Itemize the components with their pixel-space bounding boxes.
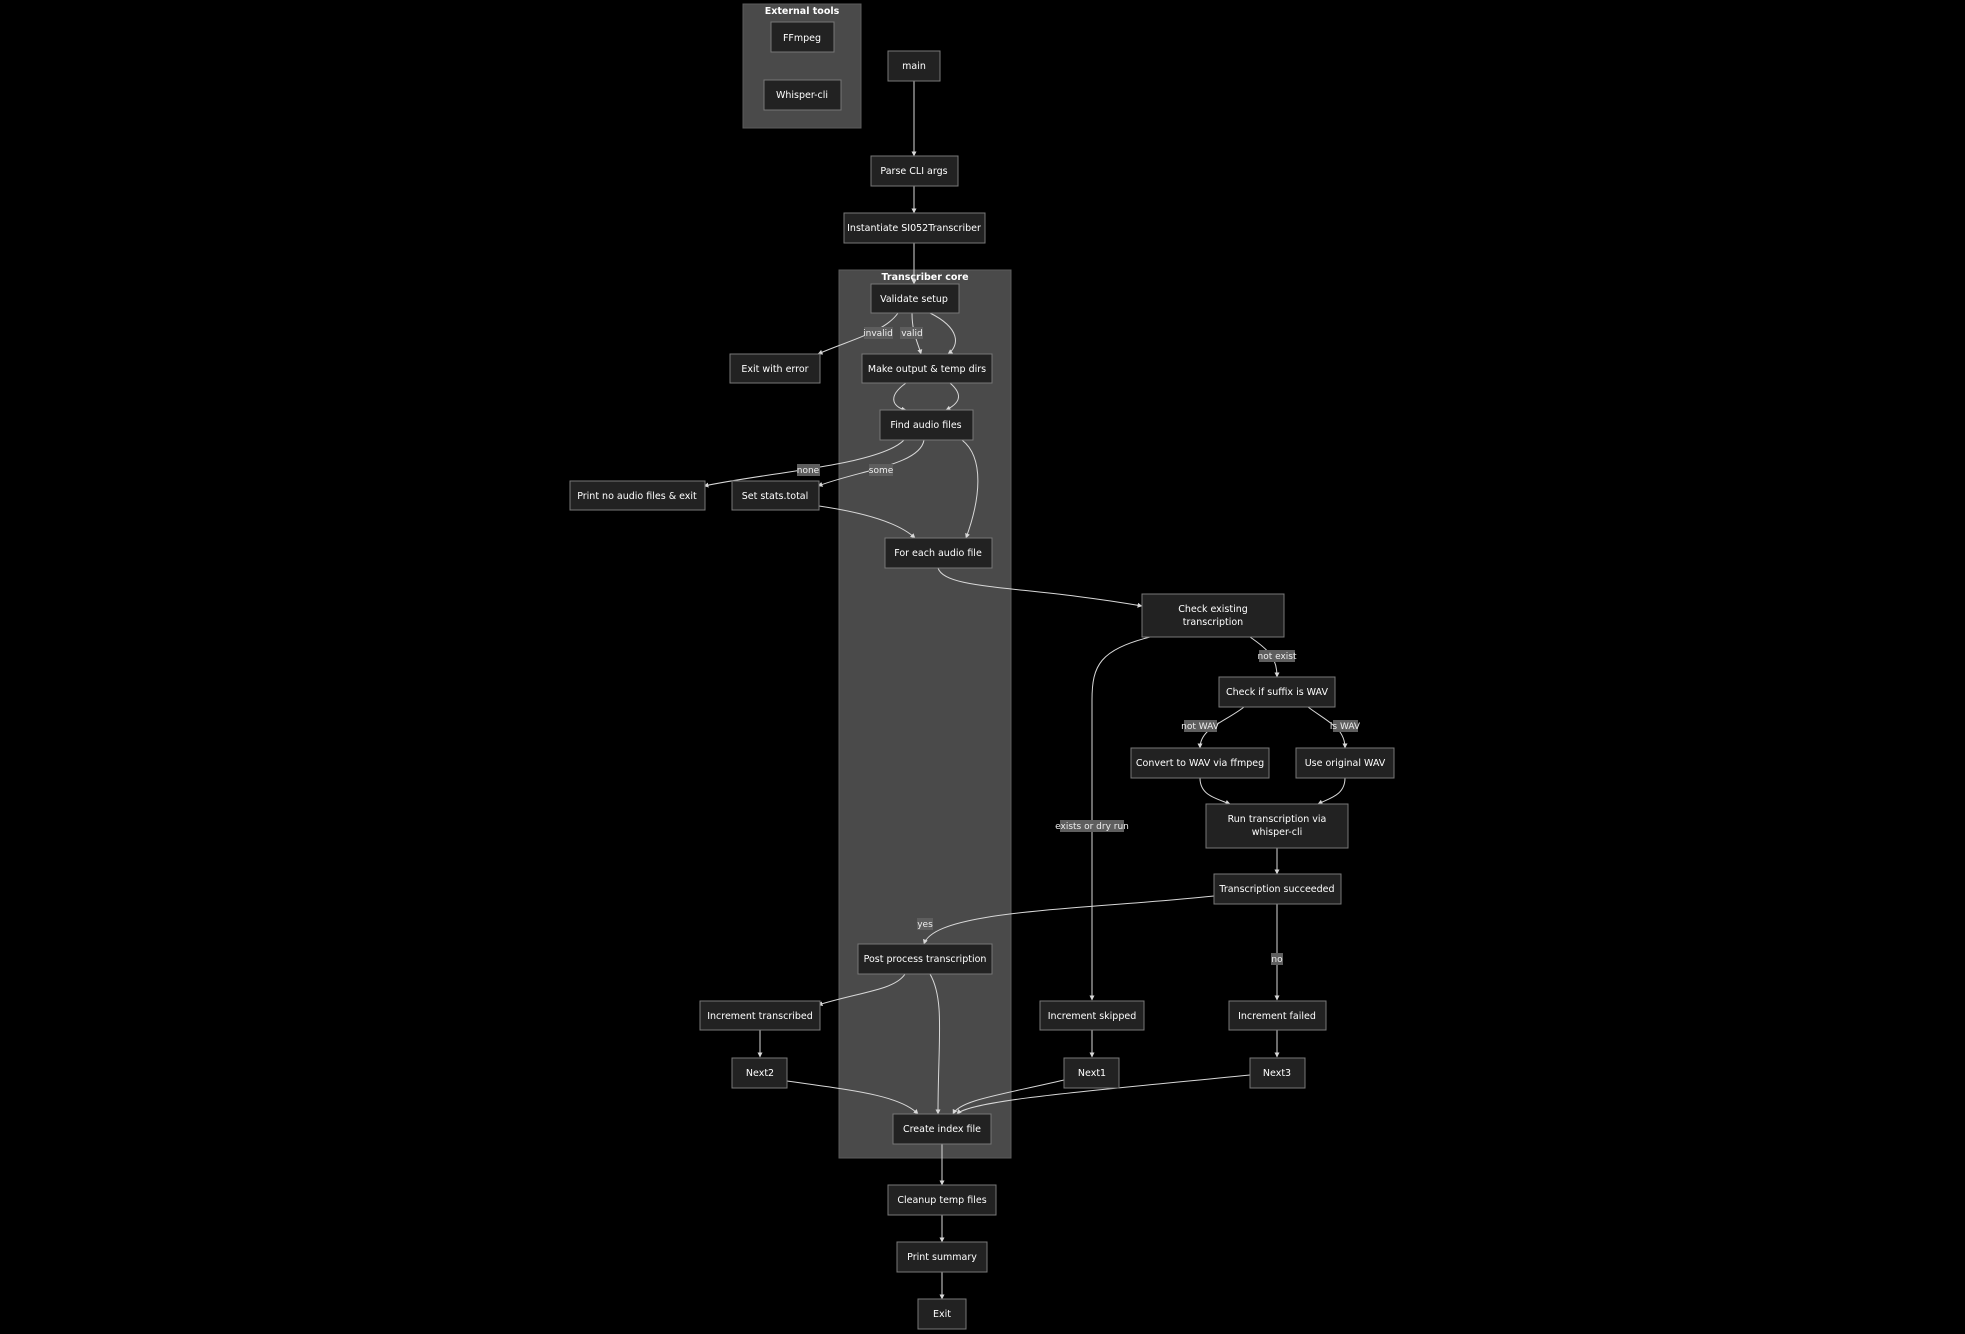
- edge-label-exists-or-dry-run-text: exists or dry run: [1055, 822, 1129, 832]
- node-next1: [1064, 1058, 1119, 1088]
- node-use-original-wav-label: Use original WAV: [1304, 758, 1386, 769]
- node-increment-transcribed: [700, 1001, 820, 1030]
- node-print-no-audio-label: Print no audio files & exit: [577, 491, 697, 502]
- node-whisper-cli: [764, 80, 841, 110]
- node-set-stats-total-label: Set stats.total: [741, 491, 809, 502]
- node-next3-label: Next3: [1262, 1068, 1292, 1079]
- edge-label-not-wav-text: not WAV: [1181, 722, 1219, 732]
- node-main-label: main: [902, 61, 926, 72]
- node-instantiate-label: Instantiate SI052Transcriber: [847, 223, 981, 234]
- edge-convert-run: [1200, 778, 1230, 804]
- node-increment-failed: [1229, 1001, 1326, 1030]
- edge-label-some: [869, 464, 894, 476]
- edge-label-not-exist: [1257, 650, 1296, 662]
- node-post-process-label: Post process transcription: [863, 954, 987, 965]
- edge-label-yes: [917, 918, 933, 930]
- node-ffmpeg: [771, 22, 834, 52]
- node-for-each-audio: [885, 538, 992, 568]
- node-next3: [1250, 1058, 1305, 1088]
- node-whisper-cli-label: Whisper-cli: [775, 90, 829, 101]
- node-next2: [732, 1058, 787, 1088]
- cluster-transcriber-core-title: Transcriber core: [881, 272, 969, 283]
- node-check-existing: [1142, 594, 1284, 637]
- node-check-existing-label-line1: Check existing: [1178, 604, 1248, 615]
- node-increment-failed-label: Increment failed: [1238, 1011, 1316, 1022]
- edge-label-invalid: [863, 327, 893, 339]
- node-validate-setup: [871, 284, 959, 313]
- node-exit-with-error-label: Exit with error: [741, 364, 809, 375]
- node-print-summary: [897, 1242, 987, 1272]
- node-create-index-file: [893, 1114, 991, 1144]
- edge-label-none: [797, 464, 820, 476]
- node-run-transcription: [1206, 804, 1348, 848]
- edge-use-original-run: [1318, 778, 1345, 804]
- node-find-audio-files: [880, 410, 973, 440]
- node-print-no-audio: [570, 481, 705, 510]
- edge-label-exists-or-dry-run: [1055, 820, 1129, 832]
- edge-label-is-wav-text: is WAV: [1329, 722, 1361, 732]
- node-transcription-succeeded: [1214, 874, 1341, 904]
- node-make-dirs: [862, 354, 992, 383]
- node-convert-wav: [1131, 748, 1269, 778]
- node-create-index-file-label: Create index file: [902, 1124, 982, 1135]
- node-transcription-succeeded-label: Transcription succeeded: [1219, 884, 1335, 895]
- edge-label-is-wav: [1330, 720, 1361, 732]
- node-make-dirs-label: Make output & temp dirs: [867, 364, 987, 375]
- node-exit-with-error: [730, 354, 820, 383]
- node-validate-setup-label: Validate setup: [880, 294, 948, 305]
- node-print-summary-label: Print summary: [907, 1252, 977, 1263]
- node-exit: [918, 1299, 966, 1329]
- node-next2-label: Next2: [745, 1068, 775, 1079]
- node-for-each-audio-label: For each audio file: [894, 548, 982, 559]
- node-post-process: [858, 944, 992, 974]
- node-use-original-wav: [1296, 748, 1394, 778]
- node-increment-transcribed-label: Increment transcribed: [707, 1011, 813, 1022]
- node-convert-wav-label: Convert to WAV via ffmpeg: [1135, 758, 1265, 769]
- node-ffmpeg-label: FFmpeg: [782, 33, 822, 44]
- edge-label-not-wav: [1181, 720, 1220, 732]
- node-parse-cli-args-label: Parse CLI args: [880, 166, 948, 177]
- node-next1-label: Next1: [1077, 1068, 1107, 1079]
- node-main: [888, 51, 940, 81]
- node-increment-skipped: [1040, 1001, 1144, 1030]
- node-check-suffix: [1219, 677, 1335, 707]
- node-increment-skipped-label: Increment skipped: [1047, 1011, 1137, 1022]
- edge-label-yes-text: yes: [917, 920, 933, 930]
- node-instantiate: [844, 213, 985, 243]
- node-run-transcription-label-line2: whisper-cli: [1251, 827, 1303, 838]
- edge-label-valid: [900, 327, 923, 339]
- node-set-stats-total: [732, 481, 819, 510]
- edge-label-none-text: none: [796, 466, 820, 476]
- edge-check-existing-inc-skipped: [1092, 637, 1150, 1000]
- edge-label-invalid-text: invalid: [863, 329, 893, 339]
- node-check-existing-label-line2: transcription: [1182, 617, 1244, 628]
- node-check-suffix-label: Check if suffix is WAV: [1226, 687, 1328, 698]
- node-cleanup-temp-files: [888, 1185, 996, 1215]
- node-parse-cli-args: [871, 156, 958, 186]
- node-cleanup-temp-files-label: Cleanup temp files: [897, 1195, 987, 1206]
- edge-label-valid-text: valid: [901, 329, 923, 339]
- node-run-transcription-label-line1: Run transcription via: [1227, 814, 1327, 825]
- edge-label-no: [1271, 953, 1283, 965]
- node-exit-label: Exit: [933, 1309, 951, 1320]
- edge-label-not-exist-text: not exist: [1257, 652, 1297, 662]
- node-find-audio-files-label: Find audio files: [890, 420, 962, 431]
- edge-label-no-text: no: [1271, 955, 1283, 965]
- cluster-transcriber-core: [839, 270, 1011, 1158]
- cluster-external-tools-title: External tools: [764, 6, 840, 17]
- edge-label-some-text: some: [868, 466, 894, 476]
